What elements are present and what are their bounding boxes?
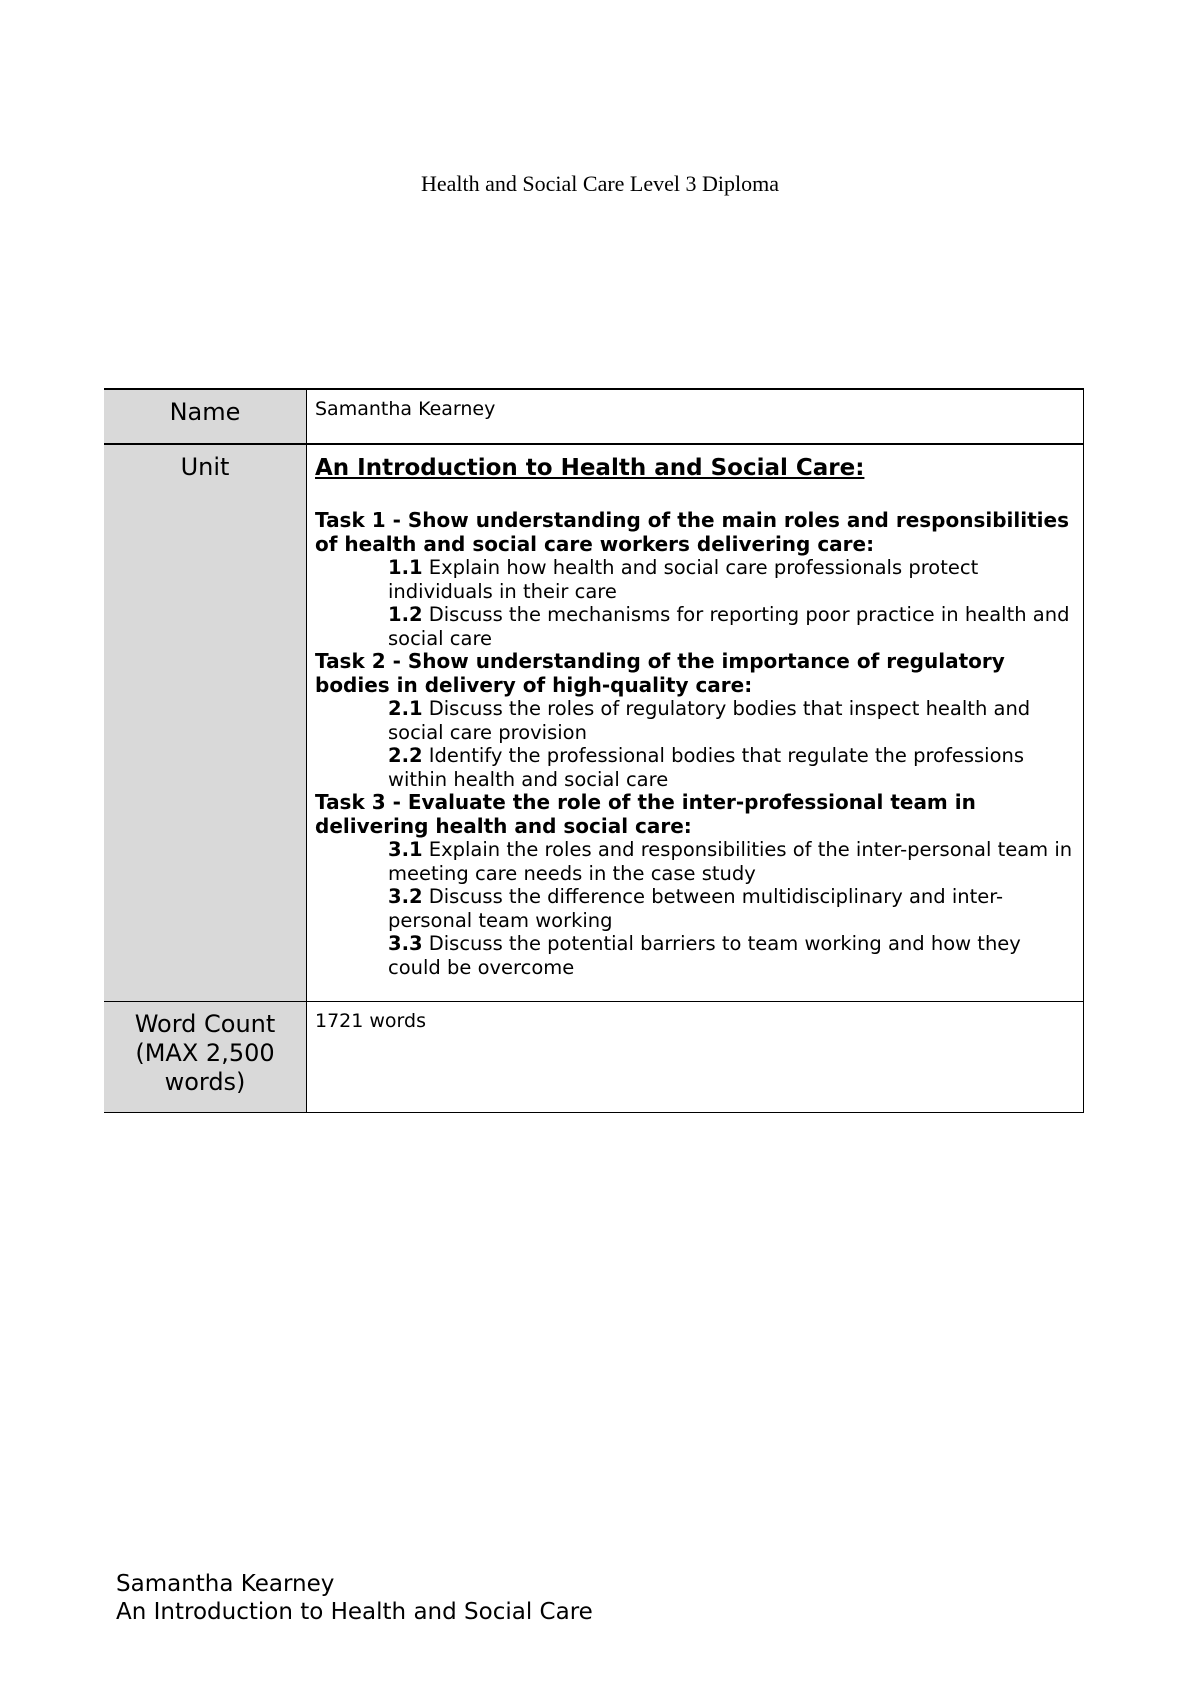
task-item-number: 1.2 [388,603,423,626]
task-item-text: Discuss the difference between multidisciplinary and inter-personal team working [388,885,1004,932]
task-item-number: 1.1 [388,556,423,579]
unit-row [104,444,1084,1002]
name-value: Samantha Kearney [307,389,1084,444]
footer-unit-title: An Introduction to Health and Social Care [116,1599,593,1625]
task-item [315,744,1075,791]
task-item-number: 3.3 [388,932,423,955]
word-count-label-line: (MAX 2,500 [135,1039,275,1067]
task-item [315,697,1075,744]
task-item [315,932,1075,979]
task-item [315,556,1075,603]
task-item [315,885,1075,932]
name-row [104,389,1084,444]
task-heading: Task 1 - Show understanding of the main roles and responsibilities of health and social care workers delivering care: [315,508,1069,556]
task-item-text: Discuss the potential barriers to team working and how they could be overcome [388,932,1021,979]
task-item-number: 2.1 [388,697,423,720]
task-item-number: 3.2 [388,885,423,908]
footer-author: Samantha Kearney [116,1571,335,1597]
task-heading: Task 3 - Evaluate the role of the inter-professional team in delivering health and social care: [315,790,976,838]
name-label: Name [104,389,307,444]
task-item [315,603,1075,650]
word-count-label-line: words) [164,1068,246,1096]
page-footer [116,1570,593,1626]
task-item-number: 2.2 [388,744,423,767]
task-item-number: 3.1 [388,838,423,861]
unit-label: Unit [104,444,307,1002]
page-title: Health and Social Care Level 3 Diploma [421,171,779,196]
task-item-text: Explain how health and social care professionals protect individuals in their care [388,556,979,603]
task-item-text: Identify the professional bodies that regulate the professions within health and social care [388,744,1025,791]
unit-heading: An Introduction to Health and Social Care: [315,455,865,481]
task-item [315,838,1075,885]
task-item-text: Discuss the roles of regulatory bodies that inspect health and social care provision [388,697,1031,744]
word-count-label-line: Word Count [134,1010,276,1038]
word-count-label [104,1002,307,1113]
task-heading: Task 2 - Show understanding of the importance of regulatory bodies in delivery of high-quality care: [315,649,1005,697]
word-count-value: 1721 words [307,1002,1084,1113]
task-item-text: Discuss the mechanisms for reporting poor practice in health and social care [388,603,1070,650]
task-item-text: Explain the roles and responsibilities of the inter-personal team in meeting care needs in the case study [388,838,1073,885]
cover-sheet-table [104,388,1084,1113]
unit-value [307,444,1084,1002]
word-count-row [104,1002,1084,1113]
